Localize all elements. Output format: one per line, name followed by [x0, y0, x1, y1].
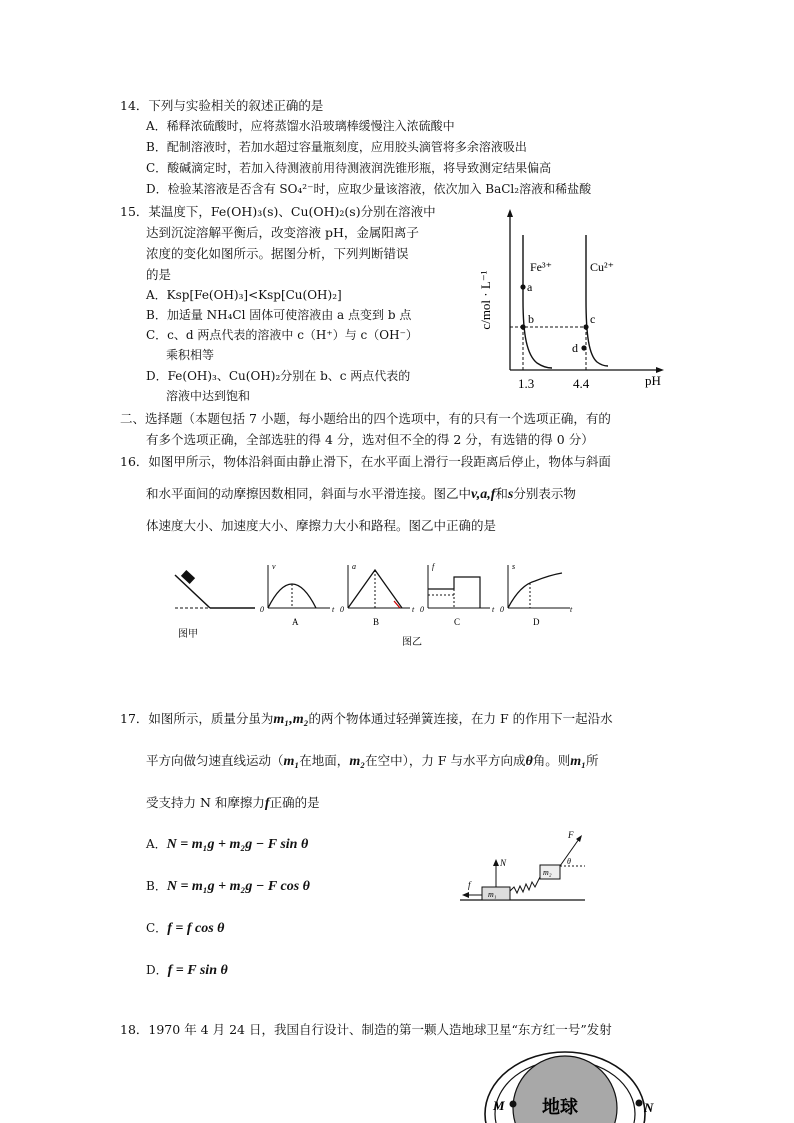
q17-line-2: 平方向做匀速直线运动（m₁在地面，m₂在空中），力 F 与水平方向成θ角。则m₁所 [146, 753, 599, 769]
svg-text:t: t [412, 605, 415, 614]
point-d [581, 345, 586, 350]
q15-option-d-2: 溶液中达到饱和 [166, 389, 251, 403]
svg-text:N: N [644, 1100, 654, 1115]
graph-c [420, 562, 495, 627]
earth-label: 地球 [542, 1097, 578, 1117]
point-c [583, 324, 588, 329]
graph-y-label: c/mol · L⁻¹ [478, 270, 493, 330]
svg-text:t: t [332, 605, 335, 614]
q16-line-2: 和水平面间的动摩擦因数相同，斜面与水平滑连接。图乙中v,a,f和s分别表示物 [146, 486, 576, 502]
q17-option-d: D．f = F sin θ [146, 963, 228, 978]
graph-x-tick-1: 1.3 [518, 376, 535, 391]
fe-curve [523, 235, 552, 368]
q14-option-d: D．检验某溶液是否含有 SO₄²⁻时，应取少量该溶液，依次加入 BaCl₂溶液和稀盐酸 [146, 182, 592, 196]
point-d-label: d [572, 341, 578, 355]
graph-x-label: pH [645, 373, 661, 388]
fig-jia-label: 图甲 [178, 629, 198, 640]
point-c-label: c [590, 312, 596, 326]
graph-x-tick-2: 4.4 [573, 376, 590, 391]
q15-option-b: B．加适量 NH₄Cl 固体可使溶液由 a 点变到 b 点 [146, 308, 412, 322]
svg-text:t: t [492, 605, 495, 614]
graph-d-label: D [533, 617, 540, 627]
q16-s-var: s [507, 487, 514, 502]
q15-stem-2: 达到沉淀溶解平衡后，改变溶液 pH，金属阳离子 [146, 225, 419, 240]
q16-vars: v,a,f [471, 487, 496, 502]
section2-line-1: 二、选择题（本题包括 7 小题，每小题给出的四个选项中，有的只有一个选项正确，有的 [120, 411, 611, 426]
q15-solubility-graph [480, 205, 670, 390]
svg-text:M: M [493, 1098, 505, 1113]
graph-b-label: B [373, 617, 380, 627]
q14-option-c: C．酸碱滴定时，若加入待测液前用待测液润洗锥形瓶，将导致测定结果偏高 [146, 161, 552, 175]
svg-text:m₂: m₂ [543, 868, 552, 877]
cu-label: Cu²⁺ [590, 260, 614, 274]
svg-text:f: f [432, 562, 435, 571]
cu-curve [586, 235, 608, 366]
q17-option-c: C．f = f cos θ [146, 921, 225, 936]
q17-option-b: B．N = m₁g + m₂g − F cos θ [146, 879, 310, 894]
q16-figure [170, 555, 580, 650]
svg-text:0: 0 [340, 605, 344, 614]
svg-text:0: 0 [260, 605, 264, 614]
svg-text:a: a [352, 562, 356, 571]
q15-stem-3: 浓度的变化如图所示。据图分析，下列判断错误 [146, 246, 409, 261]
svg-text:f: f [468, 880, 471, 890]
q18-line-1: 18．1970 年 4 月 24 日，我国自行设计、制造的第一颗人造地球卫星“东方红一号”发射 [120, 1022, 612, 1037]
point-b [520, 324, 525, 329]
q15-option-a: A．Ksp[Fe(OH)₃]<Ksp[Cu(OH)₂] [146, 288, 342, 302]
q17-m1m2: m₁,m₂ [273, 712, 309, 727]
q14-option-a: A．稀释浓硫酸时，应将蒸馏水沿玻璃棒缓慢注入浓硫酸中 [146, 119, 455, 133]
graph-d [500, 562, 573, 627]
point-a-label: a [527, 280, 533, 294]
svg-text:F: F [568, 830, 574, 840]
graph-a-label: A [292, 617, 299, 627]
q17-line-3: 受支持力 N 和摩擦力f正确的是 [146, 795, 320, 811]
q14-stem: 14．下列与实验相关的叙述正确的是 [120, 98, 324, 113]
svg-text:0: 0 [500, 605, 504, 614]
q17-figure [460, 825, 590, 910]
graph-c-label: C [454, 617, 461, 627]
fe-label: Fe³⁺ [530, 260, 552, 274]
spring [510, 877, 540, 893]
graph-a [260, 562, 335, 627]
q16-line-1: 16．如图甲所示，物体沿斜面由静止滑下，在水平面上滑行一段距离后停止，物体与斜面 [120, 454, 611, 469]
svg-text:v: v [272, 562, 276, 571]
q15-option-d-1: D．Fe(OH)₃、Cu(OH)₂分别在 b、c 两点代表的 [146, 369, 411, 383]
graph-y-arrow [507, 209, 513, 217]
q15-option-c-1: C．c、d 两点代表的溶液中 c（H⁺）与 c（OH⁻） [146, 328, 418, 342]
point-n [636, 1100, 643, 1107]
q17-line-1: 17．如图所示，质量分虽为m₁,m₂的两个物体通过轻弹簧连接，在力 F 的作用下一起沿水 [120, 711, 613, 727]
point-b-label: b [528, 312, 534, 326]
point-m [510, 1101, 517, 1108]
fig-jia [175, 570, 255, 640]
svg-text:t: t [570, 605, 573, 614]
section2-line-2: 有多个选项正确，全部选驻的得 4 分，选对但不全的得 2 分，有选错的得 0 分） [146, 432, 594, 447]
fig-yi-label: 图乙 [402, 637, 422, 648]
svg-text:N: N [500, 858, 507, 868]
graph-b [340, 562, 415, 627]
svg-text:θ: θ [567, 857, 571, 866]
q14-option-b: B．配制溶液时，若加水超过容量瓶刻度，应用胶头滴管将多余溶液吸出 [146, 140, 527, 154]
q15-stem-1: 15．某温度下，Fe(OH)₃(s)、Cu(OH)₂(s)分别在溶液中 [120, 204, 436, 219]
q16-line-3: 体速度大小、加速度大小、摩擦力大小和路程。图乙中正确的是 [146, 518, 497, 533]
svg-text:0: 0 [420, 605, 424, 614]
point-a [520, 284, 525, 289]
svg-text:s: s [512, 562, 516, 571]
q18-orbit-figure [485, 1042, 675, 1123]
q15-stem-4: 的是 [146, 267, 172, 282]
svg-text:m₁: m₁ [488, 890, 497, 899]
q15-option-c-2: 乘积相等 [166, 348, 215, 362]
q17-option-a: A．N = m₁g + m₂g − F sin θ [146, 837, 309, 852]
